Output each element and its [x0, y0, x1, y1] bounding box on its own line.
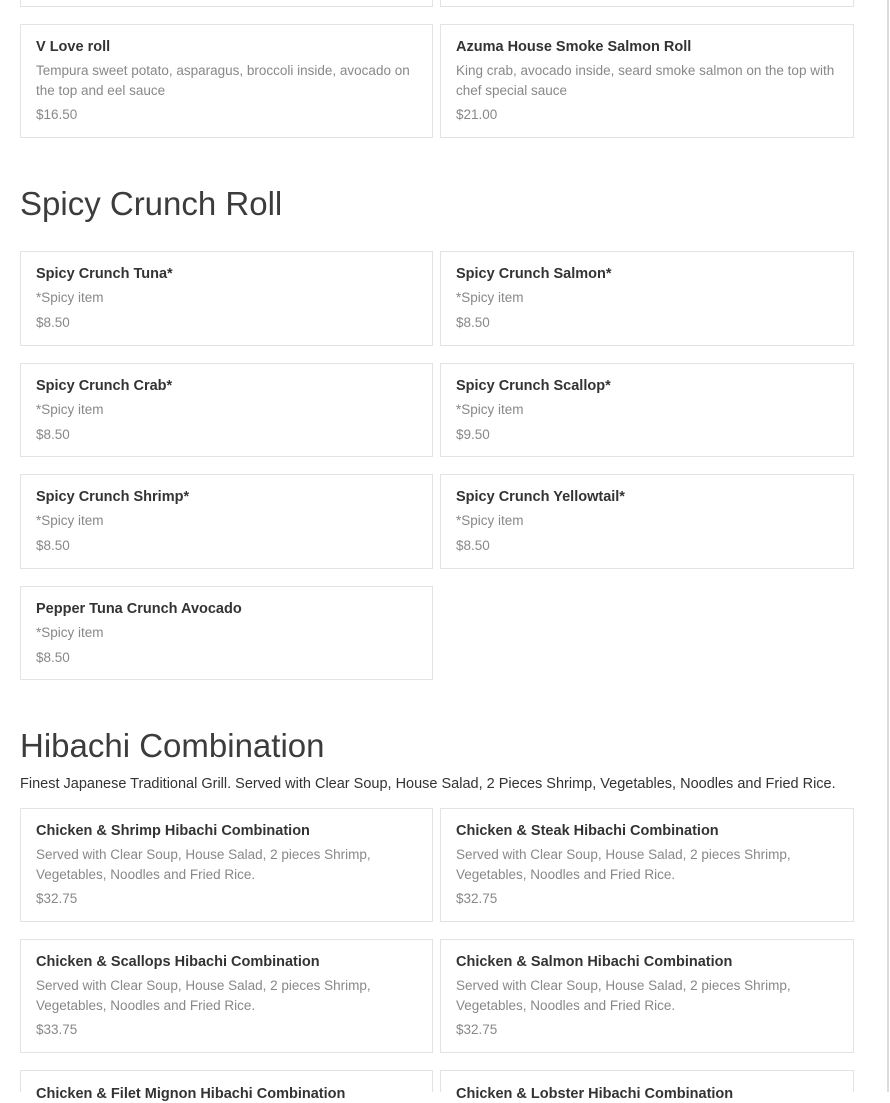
menu-item-card[interactable] [20, 474, 433, 569]
menu-item-card[interactable] [440, 251, 854, 346]
menu-item-card[interactable] [20, 586, 433, 680]
menu-item-price: $9.50 [456, 426, 490, 442]
menu-item-price: $8.50 [36, 314, 70, 330]
menu-item-price: $8.50 [456, 537, 490, 553]
menu-item-price: $32.75 [456, 891, 498, 906]
menu-item-card-partial[interactable] [440, 0, 854, 7]
menu-item-name: Chicken & Filet Mignon Hibachi Combination [36, 1086, 346, 1102]
menu-item-card[interactable] [440, 474, 854, 569]
menu-item-name: Chicken & Lobster Hibachi Combination [456, 1086, 734, 1102]
menu-item-description: Served with Clear Soup, House Salad, 2 pieces Shrimp, Vegetables, Noodles and Fried Rice. [36, 978, 371, 1013]
menu-item-description: *Spicy item [36, 402, 104, 417]
menu-item-description: Served with Clear Soup, House Salad, 2 pieces Shrimp, Vegetables, Noodles and Fried Rice. [36, 847, 371, 882]
menu-item-price: $21.00 [456, 107, 498, 122]
menu-item-description: *Spicy item [36, 513, 104, 528]
section-title-spicy-crunch-roll: Spicy Crunch Roll [20, 185, 283, 222]
menu-item-name: Chicken & Scallops Hibachi Combination [36, 954, 320, 970]
menu-item-description: Served with Clear Soup, House Salad, 2 pieces Shrimp, Vegetables, Noodles and Fried Rice. [456, 978, 791, 1013]
menu-item-name: Pepper Tuna Crunch Avocado [36, 601, 242, 617]
menu-item-name: Chicken & Steak Hibachi Combination [456, 823, 719, 839]
menu-item-card[interactable] [20, 363, 433, 457]
menu-item-price: $8.50 [456, 314, 490, 330]
menu-item-description: King crab, avocado inside, seard smoke salmon on the top with chef special sauce [456, 63, 835, 98]
menu-item-name: Spicy Crunch Scallop* [456, 378, 611, 394]
menu-item-description: *Spicy item [36, 625, 104, 640]
menu-item-description: *Spicy item [456, 402, 524, 417]
menu-item-price: $33.75 [36, 1022, 78, 1037]
section-title-hibachi-combination: Hibachi Combination [20, 727, 325, 764]
menu-item-card[interactable] [440, 1070, 854, 1102]
menu-item-card[interactable] [20, 939, 433, 1053]
menu-item-card[interactable] [20, 808, 433, 922]
menu-item-name: Spicy Crunch Yellowtail* [456, 489, 625, 505]
menu-item-description: Tempura sweet potato, asparagus, broccoli inside, avocado on the top and eel sauce [36, 63, 410, 98]
menu-item-card[interactable] [20, 1070, 433, 1102]
menu-item-name: Azuma House Smoke Salmon Roll [456, 39, 692, 55]
menu-item-name: Spicy Crunch Crab* [36, 378, 173, 394]
menu-item-card-partial[interactable] [20, 0, 433, 7]
menu-item-name: Chicken & Shrimp Hibachi Combination [36, 823, 310, 839]
menu-item-card[interactable] [440, 363, 854, 457]
menu-item-card[interactable] [440, 939, 854, 1053]
menu-item-price: $8.50 [36, 537, 70, 553]
menu-item-card[interactable] [440, 808, 854, 922]
menu-item-card[interactable] [440, 24, 854, 138]
menu-item-price: $16.50 [36, 107, 78, 122]
menu-item-price: $32.75 [456, 1022, 498, 1037]
menu-item-card[interactable] [20, 251, 433, 346]
section-description: Finest Japanese Traditional Grill. Served with Clear Soup, House Salad, 2 Pieces Shrimp, Vegetables, Noodles and Fried Rice. [20, 776, 836, 792]
menu-item-name: Chicken & Salmon Hibachi Combination [456, 954, 733, 970]
menu-item-description: Served with Clear Soup, House Salad, 2 pieces Shrimp, Vegetables, Noodles and Fried Rice. [456, 847, 791, 882]
menu-item-price: $32.75 [36, 891, 78, 906]
menu-item-name: Spicy Crunch Salmon* [456, 266, 612, 282]
menu-item-name: V Love roll [36, 39, 111, 55]
menu-item-description: *Spicy item [36, 290, 104, 305]
menu-item-price: $8.50 [36, 426, 70, 442]
menu-item-name: Spicy Crunch Shrimp* [36, 489, 190, 505]
menu-item-price: $8.50 [36, 649, 70, 665]
menu-item-card[interactable] [20, 24, 433, 138]
page-edge-divider [887, 0, 889, 1092]
menu-item-name: Spicy Crunch Tuna* [36, 266, 173, 282]
menu-item-description: *Spicy item [456, 513, 524, 528]
menu-item-description: *Spicy item [456, 290, 524, 305]
